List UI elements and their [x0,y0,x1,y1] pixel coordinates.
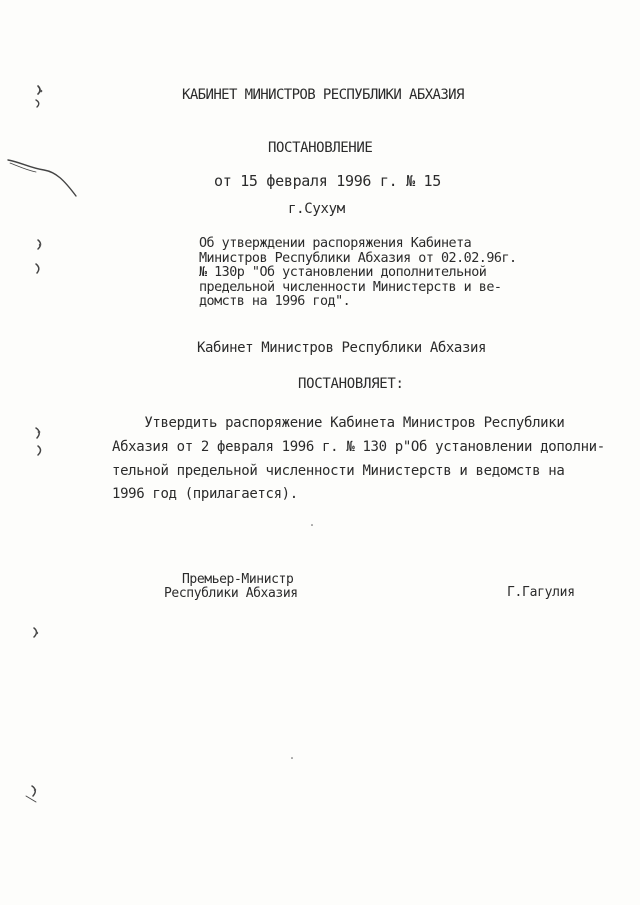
subject-line: Министров Республики Абхазия от 02.02.96г. [199,250,517,266]
body-line: тельной предельной численности Министерств и ведомств на [112,462,565,479]
document-place: г.Сухум [288,201,345,217]
signatory-title-line1: Премьер-Министр [182,572,294,587]
document-subject [199,237,529,310]
signatory-title-line2: Республики Абхазия [164,586,298,601]
body-line: Абхазия от 2 февраля 1996 г. № 130 р"Об установлении дополни- [112,438,605,455]
body-line: Утвердить распоряжение Кабинета Министров Республики [112,415,565,431]
subject-line: предельной численности Министерств и ве- [199,279,502,295]
subject-line: домств на 1996 год". [199,294,351,309]
subject-line: № 130р "Об установлении дополнительной [199,265,487,280]
cabinet-header: КАБИНЕТ МИНИСТРОВ РЕСПУБЛИКИ АБХАЗИЯ [182,87,464,103]
issuing-body: Кабинет Министров Республики Абхазия [197,340,487,356]
document-type-title: ПОСТАНОВЛЕНИЕ [268,140,373,156]
body-line: 1996 год (прилагается). [112,486,298,503]
decrees-heading: ПОСТАНОВЛЯЕТ: [298,376,404,392]
document-body [112,412,612,507]
signatory-name: Г.Гагулия [507,585,575,600]
subject-line: Об утверждении распоряжения Кабинета [199,236,472,251]
document-date-number: от 15 февраля 1996 г. № 15 [214,172,442,190]
